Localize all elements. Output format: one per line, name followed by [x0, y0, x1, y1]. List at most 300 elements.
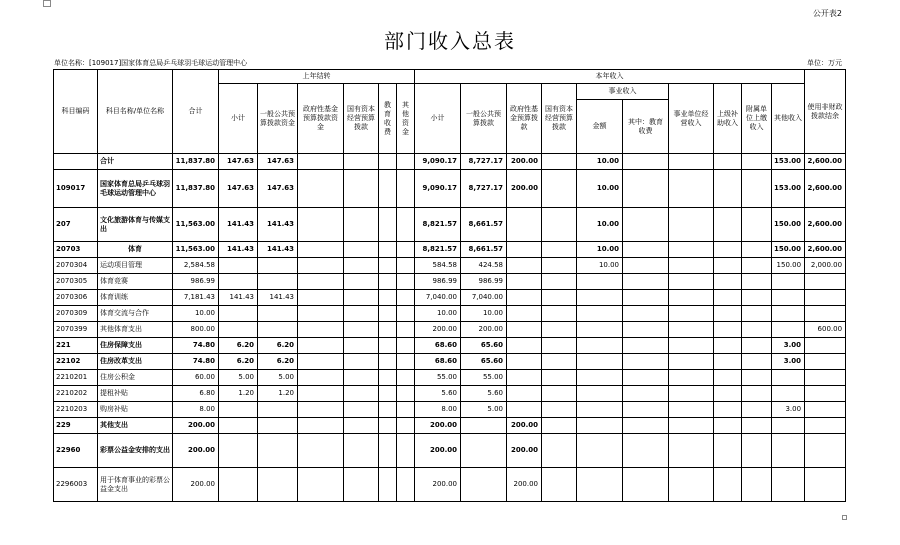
cell-ly-oth — [397, 434, 415, 468]
cell-ty-gf: 200.00 — [507, 418, 542, 434]
cell-ty-gf — [507, 402, 542, 418]
cell-ly-gen — [258, 468, 298, 502]
cell-ty-sup — [714, 468, 742, 502]
cell-ty-bus-edu — [623, 402, 669, 418]
cell-code: 2070399 — [54, 322, 98, 338]
cell-ty-bus-edu — [623, 242, 669, 258]
cell-nf — [805, 468, 846, 502]
cell-ty-sc — [542, 370, 577, 386]
cell-ty-bus: 10.00 — [577, 242, 623, 258]
header-ly-general: 一般公共预算拨款资金 — [258, 84, 298, 154]
cell-ty-op — [669, 402, 714, 418]
cell-ty-sub: 8,821.57 — [415, 208, 461, 242]
header-ty-affiliated: 附属单位上缴收入 — [742, 84, 772, 154]
cell-ty-bus: 10.00 — [577, 208, 623, 242]
cell-ly-edu — [379, 242, 397, 258]
cell-code: 2210203 — [54, 402, 98, 418]
cell-ty-oth — [772, 274, 805, 290]
cell-ty-gf — [507, 386, 542, 402]
table-body — [54, 154, 846, 502]
cell-ty-sub: 986.99 — [415, 274, 461, 290]
cell-ly-gen: 147.63 — [258, 154, 298, 170]
cell-ty-gf — [507, 242, 542, 258]
table-row — [54, 274, 846, 290]
cell-ly-gen: 1.20 — [258, 386, 298, 402]
cell-code: 22102 — [54, 354, 98, 370]
cell-name: 其他体育支出 — [98, 322, 173, 338]
cell-ty-sc — [542, 306, 577, 322]
cell-ty-sub: 200.00 — [415, 434, 461, 468]
cell-code — [54, 154, 98, 170]
cell-nf — [805, 386, 846, 402]
cell-ty-sub: 200.00 — [415, 468, 461, 502]
cell-ty-sup — [714, 386, 742, 402]
cell-name: 住房保障支出 — [98, 338, 173, 354]
table-row — [54, 322, 846, 338]
table-row — [54, 434, 846, 468]
cell-ly-gen: 141.43 — [258, 208, 298, 242]
cell-nf — [805, 434, 846, 468]
cell-ly-sc — [344, 468, 379, 502]
cell-ly-sub: 147.63 — [219, 154, 258, 170]
cell-ty-gf — [507, 208, 542, 242]
corner-marker — [43, 0, 51, 7]
cell-ly-gf — [298, 274, 344, 290]
cell-ty-aff — [742, 402, 772, 418]
cell-ly-edu — [379, 386, 397, 402]
cell-ty-sc — [542, 434, 577, 468]
cell-name: 其他支出 — [98, 418, 173, 434]
header-ty-business-amount: 金额 — [577, 100, 623, 154]
cell-name: 彩票公益金安排的支出 — [98, 434, 173, 468]
cell-ty-sup — [714, 418, 742, 434]
cell-nf — [805, 418, 846, 434]
cell-ly-sub: 6.20 — [219, 354, 258, 370]
cell-ty-bus-edu — [623, 434, 669, 468]
cell-ty-op — [669, 370, 714, 386]
cell-ty-bus-edu — [623, 322, 669, 338]
table-row — [54, 354, 846, 370]
cell-ty-sc — [542, 402, 577, 418]
cell-ty-gf — [507, 370, 542, 386]
end-marker — [842, 515, 847, 520]
cell-ly-sc — [344, 322, 379, 338]
cell-ly-gen — [258, 274, 298, 290]
cell-ty-sup — [714, 208, 742, 242]
cell-total: 2,584.58 — [173, 258, 219, 274]
cell-ly-gen — [258, 322, 298, 338]
cell-ty-gen: 7,040.00 — [461, 290, 507, 306]
cell-name: 提租补贴 — [98, 386, 173, 402]
cell-ly-oth — [397, 154, 415, 170]
cell-ty-gen: 8,661.57 — [461, 242, 507, 258]
table-row — [54, 258, 846, 274]
cell-ty-sc — [542, 154, 577, 170]
cell-name: 体育 — [98, 242, 173, 258]
cell-ty-sub: 68.60 — [415, 354, 461, 370]
header-ty-gov-fund: 政府性基金预算拨款 — [507, 84, 542, 154]
cell-ly-sc — [344, 370, 379, 386]
cell-ty-sc — [542, 290, 577, 306]
cell-ty-sc — [542, 386, 577, 402]
cell-total: 11,837.80 — [173, 170, 219, 208]
cell-ty-bus — [577, 290, 623, 306]
cell-nf — [805, 338, 846, 354]
cell-total: 74.80 — [173, 354, 219, 370]
header-ly-state-capital: 国有资本经营预算拨款 — [344, 84, 379, 154]
cell-ly-oth — [397, 418, 415, 434]
cell-ty-sc — [542, 258, 577, 274]
cell-ty-oth: 153.00 — [772, 170, 805, 208]
cell-ty-bus — [577, 468, 623, 502]
cell-ty-aff — [742, 306, 772, 322]
cell-ty-gen: 8,727.17 — [461, 154, 507, 170]
cell-ty-oth — [772, 386, 805, 402]
header-name: 科目名称/单位名称 — [98, 70, 173, 154]
cell-ty-gf — [507, 338, 542, 354]
cell-nf — [805, 290, 846, 306]
cell-total: 60.00 — [173, 370, 219, 386]
table-row — [54, 468, 846, 502]
cell-ly-sub: 5.00 — [219, 370, 258, 386]
cell-ty-aff — [742, 338, 772, 354]
cell-ty-gf — [507, 258, 542, 274]
cell-nf: 2,600.00 — [805, 242, 846, 258]
cell-ty-oth: 3.00 — [772, 402, 805, 418]
cell-ty-bus — [577, 354, 623, 370]
table-header — [54, 70, 846, 154]
cell-ty-sc — [542, 208, 577, 242]
table-row — [54, 402, 846, 418]
cell-ty-gf: 200.00 — [507, 434, 542, 468]
cell-ty-bus-edu — [623, 290, 669, 306]
cell-ly-edu — [379, 402, 397, 418]
cell-ty-bus — [577, 418, 623, 434]
cell-ly-sc — [344, 418, 379, 434]
cell-ly-gf — [298, 338, 344, 354]
cell-total: 74.80 — [173, 338, 219, 354]
cell-ty-aff — [742, 242, 772, 258]
cell-ly-sc — [344, 242, 379, 258]
cell-ty-op — [669, 258, 714, 274]
cell-name: 合计 — [98, 154, 173, 170]
cell-ty-bus-edu — [623, 208, 669, 242]
cell-ty-bus-edu — [623, 258, 669, 274]
cell-total: 7,181.43 — [173, 290, 219, 306]
cell-ty-bus — [577, 370, 623, 386]
cell-ty-aff — [742, 170, 772, 208]
cell-ty-oth — [772, 290, 805, 306]
cell-ly-gen — [258, 418, 298, 434]
cell-code: 2210202 — [54, 386, 98, 402]
cell-ly-edu — [379, 258, 397, 274]
cell-ty-sub: 8.00 — [415, 402, 461, 418]
cell-ty-op — [669, 434, 714, 468]
header-ly-edu: 教育收费 — [379, 84, 397, 154]
cell-ty-bus-edu — [623, 306, 669, 322]
cell-ty-bus — [577, 322, 623, 338]
cell-total: 11,837.80 — [173, 154, 219, 170]
cell-nf — [805, 370, 846, 386]
cell-ly-sub: 147.63 — [219, 170, 258, 208]
cell-ty-gf — [507, 274, 542, 290]
cell-ly-edu — [379, 154, 397, 170]
cell-ty-oth — [772, 468, 805, 502]
header-code: 科目编码 — [54, 70, 98, 154]
cell-ty-gen: 986.99 — [461, 274, 507, 290]
cell-ly-oth — [397, 370, 415, 386]
cell-ly-sub — [219, 258, 258, 274]
cell-ly-sc — [344, 290, 379, 306]
cell-total: 986.99 — [173, 274, 219, 290]
cell-ty-sub: 68.60 — [415, 338, 461, 354]
cell-ty-op — [669, 354, 714, 370]
cell-ty-gen: 5.60 — [461, 386, 507, 402]
cell-ty-gf: 200.00 — [507, 170, 542, 208]
cell-name: 体育训练 — [98, 290, 173, 306]
cell-total: 6.80 — [173, 386, 219, 402]
cell-ly-sub — [219, 434, 258, 468]
cell-ty-sc — [542, 338, 577, 354]
cell-nf — [805, 274, 846, 290]
header-total: 合计 — [173, 70, 219, 154]
cell-ly-sub: 6.20 — [219, 338, 258, 354]
cell-name: 用于体育事业的彩票公益金支出 — [98, 468, 173, 502]
header-ty-general: 一般公共预算拨款 — [461, 84, 507, 154]
header-ty-operating: 事业单位经营收入 — [669, 84, 714, 154]
cell-ly-sc — [344, 402, 379, 418]
cell-ly-sc — [344, 354, 379, 370]
cell-total: 200.00 — [173, 468, 219, 502]
page-title: 部门收入总表 — [384, 29, 516, 53]
cell-ly-sc — [344, 208, 379, 242]
cell-ly-edu — [379, 290, 397, 306]
cell-ly-edu — [379, 274, 397, 290]
cell-ty-op — [669, 154, 714, 170]
cell-ly-edu — [379, 354, 397, 370]
cell-ty-op — [669, 274, 714, 290]
cell-code: 229 — [54, 418, 98, 434]
table-row — [54, 208, 846, 242]
cell-ty-sub: 200.00 — [415, 322, 461, 338]
cell-ly-sc — [344, 386, 379, 402]
cell-ly-gf — [298, 370, 344, 386]
cell-ly-edu — [379, 338, 397, 354]
header-this-year: 本年收入 — [415, 70, 805, 84]
cell-ty-op — [669, 468, 714, 502]
cell-ty-sc — [542, 170, 577, 208]
cell-ly-oth — [397, 306, 415, 322]
cell-ty-gf: 200.00 — [507, 154, 542, 170]
cell-code: 20703 — [54, 242, 98, 258]
cell-ty-sc — [542, 468, 577, 502]
cell-ty-sc — [542, 242, 577, 258]
cell-ly-edu — [379, 208, 397, 242]
cell-ty-sc — [542, 354, 577, 370]
cell-ty-sup — [714, 170, 742, 208]
cell-ty-sub: 55.00 — [415, 370, 461, 386]
header-ly-gov-fund: 政府性基金预算拨款资金 — [298, 84, 344, 154]
cell-ly-gf — [298, 154, 344, 170]
cell-ty-bus — [577, 338, 623, 354]
cell-name: 运动项目管理 — [98, 258, 173, 274]
cell-ty-bus-edu — [623, 386, 669, 402]
cell-ty-oth — [772, 306, 805, 322]
cell-ty-bus — [577, 402, 623, 418]
cell-ty-aff — [742, 258, 772, 274]
cell-ly-gf — [298, 242, 344, 258]
cell-code: 22960 — [54, 434, 98, 468]
cell-ty-gen — [461, 434, 507, 468]
cell-ty-sup — [714, 354, 742, 370]
cell-ly-sub — [219, 402, 258, 418]
cell-ly-gen — [258, 434, 298, 468]
cell-name: 住房改革支出 — [98, 354, 173, 370]
cell-nf — [805, 354, 846, 370]
cell-ty-bus-edu — [623, 354, 669, 370]
header-ty-business: 事业收入 — [577, 84, 669, 100]
cell-ty-oth: 153.00 — [772, 154, 805, 170]
cell-name: 住房公积金 — [98, 370, 173, 386]
cell-ly-edu — [379, 418, 397, 434]
cell-ty-bus-edu — [623, 418, 669, 434]
cell-name: 文化旅游体育与传媒支出 — [98, 208, 173, 242]
cell-ly-edu — [379, 306, 397, 322]
cell-ty-sup — [714, 274, 742, 290]
cell-name: 购房补贴 — [98, 402, 173, 418]
cell-ly-sc — [344, 154, 379, 170]
cell-ty-gen: 424.58 — [461, 258, 507, 274]
cell-ly-oth — [397, 322, 415, 338]
cell-ty-oth: 150.00 — [772, 242, 805, 258]
cell-ly-gen: 6.20 — [258, 338, 298, 354]
cell-code: 207 — [54, 208, 98, 242]
cell-total: 11,563.00 — [173, 242, 219, 258]
cell-code: 2070304 — [54, 258, 98, 274]
cell-ty-sub: 584.58 — [415, 258, 461, 274]
cell-ly-gf — [298, 306, 344, 322]
cell-ly-sc — [344, 306, 379, 322]
cell-ly-oth — [397, 208, 415, 242]
cell-ty-oth — [772, 418, 805, 434]
cell-nf: 2,000.00 — [805, 258, 846, 274]
cell-ty-bus — [577, 386, 623, 402]
cell-ty-bus-edu — [623, 170, 669, 208]
cell-ly-edu — [379, 434, 397, 468]
cell-ly-sc — [344, 258, 379, 274]
cell-ly-gf — [298, 402, 344, 418]
table-row — [54, 242, 846, 258]
cell-ty-sup — [714, 322, 742, 338]
cell-ty-gf — [507, 322, 542, 338]
cell-ty-op — [669, 386, 714, 402]
cell-ty-op — [669, 290, 714, 306]
unit-name-label: 单位名称：[109017]国家体育总局乒乓球羽毛球运动管理中心 — [54, 59, 248, 67]
header-last-year: 上年结转 — [219, 70, 415, 84]
cell-ly-sc — [344, 170, 379, 208]
header-ty-state-capital: 国有资本经营预算拨款 — [542, 84, 577, 154]
cell-name: 体育竞赛 — [98, 274, 173, 290]
cell-ly-sub — [219, 322, 258, 338]
table-row — [54, 370, 846, 386]
cell-ly-gf — [298, 418, 344, 434]
cell-ly-oth — [397, 402, 415, 418]
cell-ly-gf — [298, 322, 344, 338]
cell-code: 221 — [54, 338, 98, 354]
cell-ly-sub: 141.43 — [219, 242, 258, 258]
cell-nf: 2,600.00 — [805, 154, 846, 170]
cell-ty-gen: 200.00 — [461, 322, 507, 338]
cell-ty-aff — [742, 386, 772, 402]
cell-ty-aff — [742, 274, 772, 290]
cell-ty-gf — [507, 354, 542, 370]
header-ty-superior: 上级补助收入 — [714, 84, 742, 154]
cell-ly-sub: 1.20 — [219, 386, 258, 402]
cell-ly-sub — [219, 418, 258, 434]
cell-ty-oth: 3.00 — [772, 354, 805, 370]
cell-ly-gen: 6.20 — [258, 354, 298, 370]
cell-ty-gen: 8,661.57 — [461, 208, 507, 242]
cell-ly-gen: 141.43 — [258, 290, 298, 306]
cell-ty-op — [669, 208, 714, 242]
cell-ty-gf — [507, 290, 542, 306]
cell-ty-oth — [772, 322, 805, 338]
header-non-fiscal: 使用非财政拨款结余 — [805, 70, 846, 154]
cell-ty-sub: 9,090.17 — [415, 170, 461, 208]
cell-ty-sub: 8,821.57 — [415, 242, 461, 258]
cell-ly-gf — [298, 290, 344, 306]
cell-ly-oth — [397, 170, 415, 208]
cell-ty-sub: 7,040.00 — [415, 290, 461, 306]
cell-ly-sc — [344, 274, 379, 290]
cell-ty-sub: 9,090.17 — [415, 154, 461, 170]
cell-ly-gf — [298, 208, 344, 242]
cell-ty-op — [669, 170, 714, 208]
cell-ly-sub: 141.43 — [219, 208, 258, 242]
cell-ty-bus-edu — [623, 338, 669, 354]
cell-ly-oth — [397, 242, 415, 258]
cell-ly-gen: 147.63 — [258, 170, 298, 208]
cell-total: 200.00 — [173, 418, 219, 434]
cell-ty-sup — [714, 402, 742, 418]
cell-ty-bus — [577, 306, 623, 322]
cell-ly-oth — [397, 290, 415, 306]
header-ty-business-edu: 其中：教育收费 — [623, 100, 669, 154]
cell-ty-sup — [714, 154, 742, 170]
cell-ty-bus: 10.00 — [577, 258, 623, 274]
cell-nf: 2,600.00 — [805, 208, 846, 242]
cell-total: 10.00 — [173, 306, 219, 322]
table-row — [54, 170, 846, 208]
cell-ty-gen: 65.60 — [461, 354, 507, 370]
cell-ly-edu — [379, 468, 397, 502]
table-row — [54, 386, 846, 402]
cell-ly-edu — [379, 322, 397, 338]
cell-ty-sc — [542, 322, 577, 338]
cell-ty-sup — [714, 242, 742, 258]
cell-ty-bus: 10.00 — [577, 154, 623, 170]
cell-ty-aff — [742, 434, 772, 468]
cell-ty-sup — [714, 306, 742, 322]
cell-ly-gf — [298, 258, 344, 274]
cell-name: 国家体育总局乒乓球羽毛球运动管理中心 — [98, 170, 173, 208]
cell-ty-gen — [461, 418, 507, 434]
cell-ly-edu — [379, 170, 397, 208]
cell-ly-oth — [397, 338, 415, 354]
cell-ty-bus — [577, 274, 623, 290]
cell-ty-sup — [714, 338, 742, 354]
cell-ly-oth — [397, 258, 415, 274]
